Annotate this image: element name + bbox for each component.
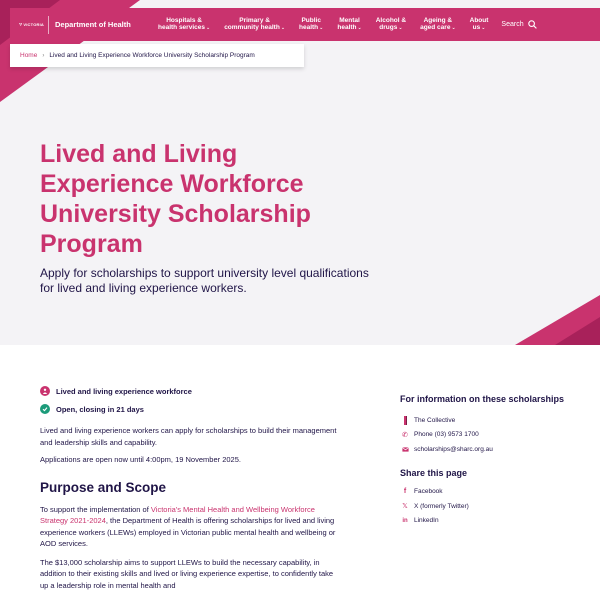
page-title: Lived and Living Experience Workforce University Scholarship Program [40,140,311,258]
share-heading: Share this page [400,467,468,478]
nav-label: health services [158,24,205,32]
collective-icon [400,416,410,425]
nav-hospitals[interactable] [151,17,217,32]
page-subtitle: Apply for scholarships to support university level qualifications for lived and living experience workers. [40,266,369,295]
person-icon [40,386,50,396]
intro-paragraph: Lived and living experience workers can apply for scholarships to build their management and leadership skills and capability. [40,426,337,447]
applications-paragraph: Applications are open now until 4:00pm, 19 November 2025. [40,455,241,464]
main-nav [151,17,495,32]
nav-label: Primary & [239,16,270,24]
chevron-down-icon: ⌄ [319,25,324,32]
hero-decoration-bottom [515,295,600,345]
chevron-down-icon: ⌄ [481,25,486,32]
contact-phone[interactable] [400,428,570,443]
topic-tag [40,384,340,398]
nav-public-health[interactable] [292,17,330,32]
contact-email[interactable] [400,442,570,457]
info-heading: For information on these scholarships [400,394,565,404]
nav-alcohol-drugs[interactable] [369,17,413,32]
purpose-prefix: To support the implementation of [40,504,151,514]
search-label: Search [501,21,524,28]
chevron-down-icon: ⌄ [205,25,211,32]
breadcrumb-home-link[interactable]: Home [20,52,38,59]
logo-text: VICTORIA [23,21,44,27]
victoria-logo-icon [19,20,22,29]
nav-label: drugs [379,24,398,32]
share-x-label: X (formerly Twitter) [414,502,469,510]
share-linkedin-label: LinkedIn [414,517,439,525]
topic-tag-label: Lived and living experience workforce [56,386,192,396]
chevron-down-icon: ⌄ [451,25,456,32]
nav-label: us [472,24,481,32]
contact-phone-label: Phone (03) 9573 1700 [414,431,479,439]
email-icon [400,447,410,452]
main-content [40,384,340,591]
contact-collective [400,413,570,428]
purpose-heading: Purpose and Scope [40,479,167,495]
contact-email-label: scholarships@sharc.org.au [414,445,493,453]
share-facebook[interactable] [400,485,570,500]
check-icon [40,404,50,414]
linkedin-icon: in [402,517,408,524]
purpose-paragraph [40,504,340,550]
search-icon [528,20,537,29]
breadcrumb-current: Lived and Living Experience Workforce University Scholarship Program [49,52,255,59]
nav-label: Public [301,16,321,24]
department-name[interactable]: Department of Health [55,20,131,29]
site-header [10,8,600,41]
sidebar [400,393,570,528]
nav-about[interactable] [463,17,496,32]
share-x[interactable] [400,499,570,514]
scholarship-paragraph: The $13,000 scholarship aims to support LLEWs to build the necessary capability, in addition to their existing skills and lived or living experience expertise, to confidently take up a leadership role in mental health and [40,557,334,590]
nav-label: Alcohol & [375,16,407,24]
nav-label: community health [224,24,280,32]
breadcrumb-separator: › [42,52,45,59]
phone-icon: ✆ [402,431,408,439]
purpose-suffix: , the Department of Health is offering scholarships for lived and living experience workers (LLEWs) employed in Victorian public mental health and wellbeing or AOD services. [40,516,336,548]
nav-label: aged care [420,24,451,32]
nav-label: Ageing & [423,16,453,24]
nav-ageing[interactable] [413,17,463,32]
nav-label: Mental [339,16,360,24]
facebook-icon: f [403,488,407,496]
contact-collective-label: The Collective [414,416,456,424]
x-icon: 𝕏 [402,503,408,511]
share-linkedin[interactable] [400,514,570,529]
status-tag-label: Open, closing in 21 days [56,404,144,414]
nav-mental-health[interactable] [330,17,368,32]
strategy-link[interactable]: Victoria's Mental Health and Wellbeing Workforce Strategy 2021-2024 [40,504,315,525]
victoria-logo[interactable] [10,8,44,41]
chevron-down-icon: ⌄ [280,25,286,32]
nav-label: health [299,24,319,32]
chevron-down-icon: ⌄ [398,25,403,32]
nav-label: health [337,24,357,32]
search-button[interactable] [501,20,536,29]
share-facebook-label: Facebook [414,488,443,496]
nav-label: Hospitals & [166,16,202,24]
breadcrumb [10,44,304,67]
chevron-down-icon: ⌄ [357,25,362,32]
nav-primary-community[interactable] [217,17,292,32]
header-divider [48,16,49,34]
status-tag [40,402,340,416]
nav-label: About [469,16,489,24]
